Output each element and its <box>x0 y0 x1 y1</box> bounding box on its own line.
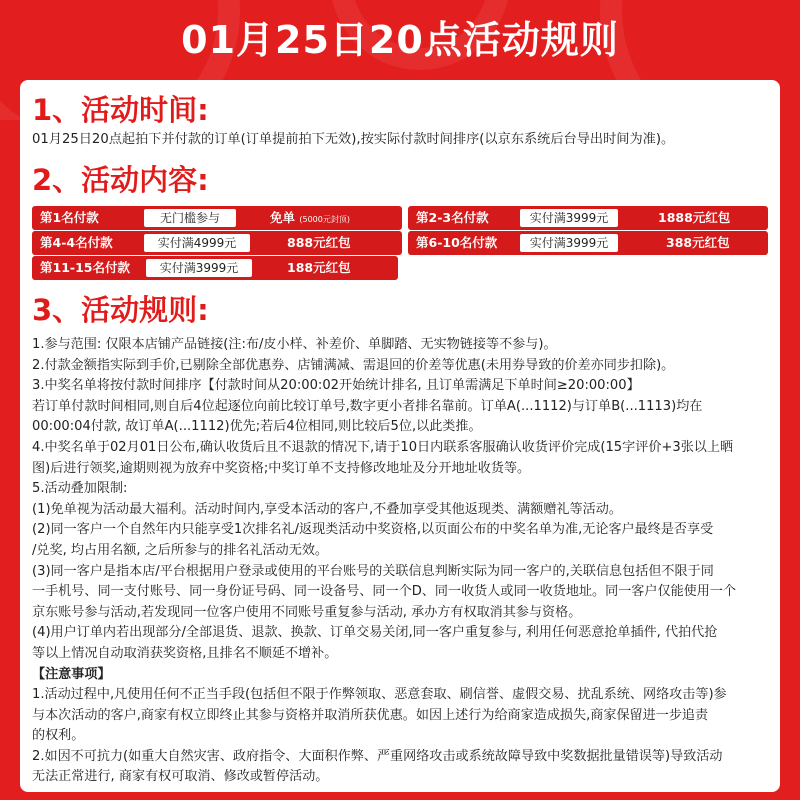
prize-row <box>32 206 402 230</box>
rule-line: (2)同一客户一个自然年内只能享受1次排名礼/返现类活动中奖资格,以页面公布的中奖名单为准,无论客户最终是否享受 <box>32 522 714 538</box>
page-title: 01月25日20点活动规则 <box>181 18 619 62</box>
rule-line: 1.参与范围: 仅限本店铺产品链接(注:布/皮小样、补差价、单脚踏、无实物链接等不参与)。 <box>32 337 557 352</box>
prize-rank: 第6-10名付款 <box>416 235 498 250</box>
prize-rank: 第4-4名付款 <box>40 235 113 250</box>
rule-line: (4)用户订单内若出现部分/全部退货、退款、换款、订单交易关闭,同一客户重复参与, 利用任何恶意抢单插件, 代拍代抢 <box>32 625 718 641</box>
rule-line: (3)同一客户是指本店/平台根据用户登录或使用的平台账号的关联信息判断实际为同一客户的,关联信息包括但不限于同 <box>32 563 714 579</box>
rule-line: 若订单付款时间相同,则自后4位起逐位向前比较订单号,数字更小者排名靠前。订单A(...1112)与订单B(...1113)均在 <box>32 398 703 414</box>
prize-note: (5000元封顶) <box>299 215 350 224</box>
prize-condition: 实付满4999元 <box>144 234 250 252</box>
prize-amount: 188元红包 <box>287 260 351 275</box>
prize-condition: 无门槛参与 <box>144 209 236 227</box>
notice-line: 2.如因不可抗力(如重大自然灾害、政府指令、大面积作弊、严重网络攻击或系统故障导致中奖数据批量错误等)导致活动 <box>32 748 723 764</box>
section-rules-heading: 3、活动规则: <box>32 293 209 327</box>
rule-line: 图)后进行领奖,逾期则视为放弃中奖资格;中奖订单不支持修改地址及分开地址收货等。 <box>32 460 531 476</box>
prize-rank: 第2-3名付款 <box>416 210 489 225</box>
prize-rank: 第1名付款 <box>40 210 99 225</box>
rule-line: 3.中奖名单将按付款时间排序【付款时间从20:00:02开始统计排名, 且订单需满足下单时间≥20:00:00】 <box>32 378 640 394</box>
section-content-heading: 2、活动内容: <box>32 163 209 197</box>
prize-amount: 1888元红包 <box>658 210 731 225</box>
rule-line: 2.付款金额指实际到手价,已剔除全部优惠券、店铺满减、需退回的价差等优惠(未用券导致的价差亦同步扣除)。 <box>32 357 675 373</box>
notice-line: 的权利。 <box>32 728 85 744</box>
prize-condition: 实付满3999元 <box>520 209 618 227</box>
prize-condition: 实付满3999元 <box>146 259 252 277</box>
prize-condition: 实付满3999元 <box>520 234 618 252</box>
rule-line: 00:00:04付款, 故订单A(...1112)优先;若后4位相同,则比较后5位,以此类推。 <box>32 419 482 435</box>
rule-line: 4.中奖名单于02月01日公布,确认收货后且不退款的情况下,请于10日内联系客服确认收货评价完成(15字评价+3张以上晒 <box>32 439 734 455</box>
prize-amount: 免单 <box>270 210 296 225</box>
prize-rank: 第11-15名付款 <box>40 260 130 275</box>
notice-line: 与本次活动的客户,商家有权立即终止其参与资格并取消所获优惠。如因上述行为给商家造成损失,商家保留进一步追责 <box>32 707 709 723</box>
prize-row <box>408 206 768 230</box>
rule-line: /兑奖, 均占用名额, 之后所参与的排名礼活动无效。 <box>32 542 329 558</box>
rule-line: 一手机号、同一支付账号、同一身份证号码、同一设备号、同一个D、同一收货人或同一收货地址。同一客户仅能使用一个 <box>32 584 737 600</box>
rules-text <box>32 335 774 788</box>
prize-value <box>270 206 350 232</box>
rule-line: 等以上情况自动取消获奖资格,且排名不顺延不增补。 <box>32 645 338 661</box>
rule-line: 5.活动叠加限制: <box>32 481 128 497</box>
section-time-text: 01月25日20点起拍下并付款的订单(订单提前拍下无效),按实际付款时间排序(以京东系统后台导出时间为准)。 <box>32 132 675 147</box>
rule-line: (1)免单视为活动最大福利。活动时间内,享受本活动的客户,不叠加享受其他返现类、满额赠礼等活动。 <box>32 501 622 517</box>
notice-line: 无法正常进行, 商家有权可取消、修改或暂停活动。 <box>32 769 329 785</box>
notice-line: 1.活动过程中,凡使用任何不正当手段(包括但不限于作弊领取、恶意套取、刷信誉、虚假交易、扰乱系统、网络攻击等)参 <box>32 687 727 703</box>
notice-heading: 【注意事项】 <box>32 666 111 682</box>
prize-row <box>32 256 398 280</box>
prize-amount: 388元红包 <box>666 235 730 250</box>
rule-line: 京东账号参与活动,若发现同一位客户使用不同账号重复参与活动, 承办方有权取消其参与资格。 <box>32 604 582 620</box>
rules-card <box>20 80 780 792</box>
prize-amount: 888元红包 <box>287 235 351 250</box>
prize-row <box>32 231 402 255</box>
section-time-heading: 1、活动时间: <box>32 93 209 127</box>
prize-row <box>408 231 768 255</box>
